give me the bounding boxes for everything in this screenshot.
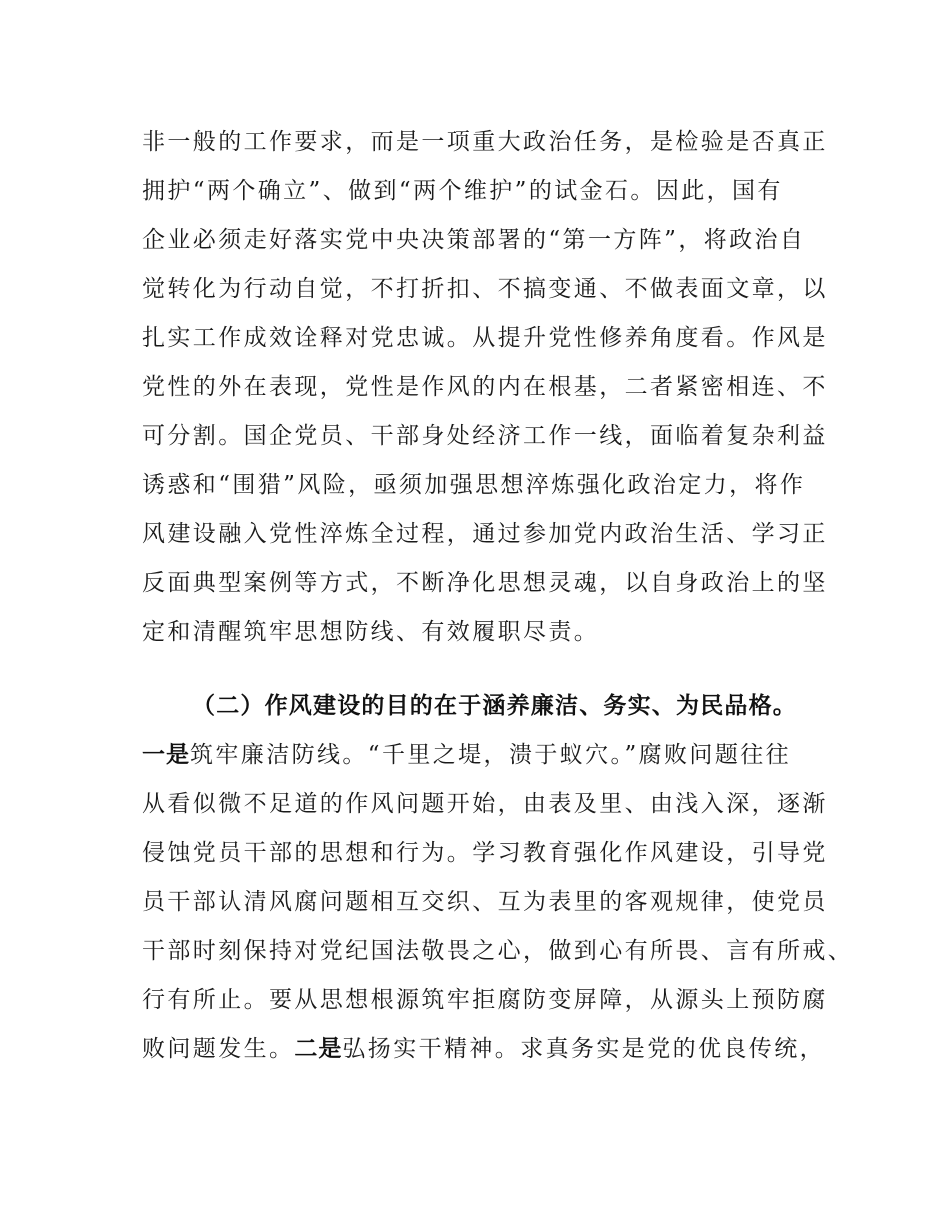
paragraph-line xyxy=(142,1025,826,1074)
paragraph-line: 扎实工作成效诠释对党忠诚。从提升党性修养角度看。作风是 xyxy=(142,325,828,351)
paragraph-line: 企业必须走好落实党中央决策部署的“第一方阵”，将政治自 xyxy=(142,227,806,253)
paragraph-line: 行有所止。要从思想根源筑牢拒腐防变屏障，从源头上预防腐 xyxy=(142,987,828,1013)
paragraph-line: 党性的外在表现，党性是作风的内在根基，二者紧密相连、不 xyxy=(142,374,828,400)
paragraph-line: 诱惑和“围猎”风险，亟须加强思想淬炼强化政治定力，将作 xyxy=(142,472,806,498)
point-text-one: 筑牢廉洁防线。“千里之堤，溃于蚁穴。”腐败问题往往 xyxy=(190,742,792,768)
last-line-start: 败问题发生。 xyxy=(142,1036,295,1062)
point-text-two: 弘扬实干精神。求真务实是党的优良传统， xyxy=(342,1036,826,1062)
paragraph-line: 风建设融入党性淬炼全过程，通过参加党内政治生活、学习正 xyxy=(142,521,828,547)
point-marker-two: 二是 xyxy=(294,1036,343,1062)
paragraph-line: 干部时刻保持对党纪国法敬畏之心，做到心有所畏、言有所戒、 xyxy=(142,938,854,964)
paragraph-1 xyxy=(142,118,828,657)
paragraph-line: 侵蚀党员干部的思想和行为。学习教育强化作风建设，引导党 xyxy=(142,840,828,866)
paragraph-line: 定和清醒筑牢思想防线、有效履职尽责。 xyxy=(142,619,600,645)
point-marker-one: 一是 xyxy=(142,742,190,768)
paragraph-line: 从看似微不足道的作风问题开始，由表及里、由浅入深，逐渐 xyxy=(142,791,828,817)
paragraph-line: 非一般的工作要求，而是一项重大政治任务，是检验是否真正 xyxy=(142,129,828,155)
paragraph-line: 拥护“两个确立”、做到“两个维护”的试金石。因此，国有 xyxy=(142,178,783,204)
paragraph-line xyxy=(142,731,817,780)
section-heading: （二）作风建设的目的在于涵养廉洁、务实、为民品格。 xyxy=(192,693,797,719)
paragraph-line: 反面典型案例等方式，不断净化思想灵魂，以自身政治上的坚 xyxy=(142,570,828,596)
paragraph-line: 觉转化为行动自觉，不打折扣、不搞变通、不做表面文章，以 xyxy=(142,276,828,302)
section-2 xyxy=(142,682,854,1074)
paragraph-line: 员干部认清风腐问题相互交织、互为表里的客观规律，使党员 xyxy=(142,889,828,915)
paragraph-line: 可分割。国企党员、干部身处经济工作一线，面临着复杂利益 xyxy=(142,423,828,449)
